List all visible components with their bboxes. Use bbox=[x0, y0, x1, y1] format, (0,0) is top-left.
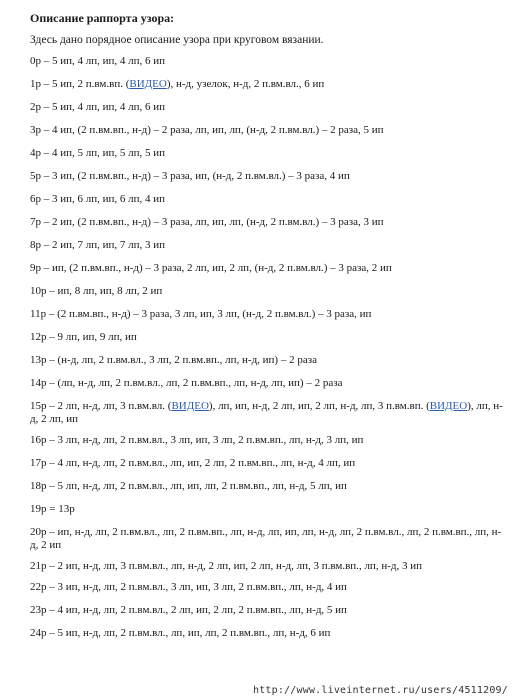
pattern-row bbox=[30, 627, 506, 640]
row-segment: 22р – 3 ип, н-д, лп, 2 п.вм.вл., 3 лп, ип, 3 лп, 2 п.вм.вп., лп, н-д, 4 ип bbox=[30, 581, 347, 593]
pattern-document bbox=[30, 10, 506, 650]
pattern-row-text bbox=[30, 400, 506, 426]
pattern-row bbox=[30, 503, 506, 516]
pattern-row-text bbox=[30, 377, 506, 390]
pattern-row bbox=[30, 354, 506, 367]
pattern-row-text bbox=[30, 147, 506, 160]
pattern-row bbox=[30, 480, 506, 493]
row-segment: 18р – 5 лп, н-д, лп, 2 п.вм.вл., лп, ип, лп, 2 п.вм.вп., лп, н-д, 5 лп, ип bbox=[30, 480, 347, 492]
row-segment: 10р – ип, 8 лп, ип, 8 лп, 2 ип bbox=[30, 285, 163, 297]
pattern-row-text bbox=[30, 457, 506, 470]
row-segment: 23р – 4 ип, н-д, лп, 2 п.вм.вл., 2 лп, ип, 2 лп, 2 п.вм.вп., лп, н-д, 5 ип bbox=[30, 604, 347, 616]
pattern-row bbox=[30, 147, 506, 160]
pattern-row-text bbox=[30, 526, 506, 552]
row-segment: 1р – 5 ип, 2 п.вм.вп. ( bbox=[30, 78, 130, 90]
row-segment: 16р – 3 лп, н-д, лп, 2 п.вм.вл., 3 лп, ип, 3 лп, 2 п.вм.вп., лп, н-д, 3 лп, ип bbox=[30, 434, 364, 446]
row-segment: 2р – 5 ип, 4 лп, ип, 4 лп, 6 ип bbox=[30, 101, 166, 113]
pattern-row bbox=[30, 101, 506, 114]
pattern-rows bbox=[30, 55, 506, 640]
pattern-row bbox=[30, 193, 506, 206]
pattern-row-text bbox=[30, 354, 506, 367]
pattern-row bbox=[30, 124, 506, 137]
row-segment: 9р – ип, (2 п.вм.вп., н-д) – 3 раза, 2 лп, ип, 2 лп, (н-д, 2 п.вм.вл.) – 3 раза, 2 ип bbox=[30, 262, 392, 274]
row-segment: 12р – 9 лп, ип, 9 лп, ип bbox=[30, 331, 137, 343]
pattern-row-text bbox=[30, 285, 506, 298]
pattern-row bbox=[30, 457, 506, 470]
pattern-row bbox=[30, 331, 506, 344]
pattern-row-text bbox=[30, 308, 506, 321]
pattern-row bbox=[30, 434, 506, 447]
pattern-intro: Здесь дано порядное описание узора при круговом вязании. bbox=[30, 34, 324, 46]
pattern-row bbox=[30, 308, 506, 321]
video-link[interactable]: ВИДЕО bbox=[129, 78, 167, 90]
row-segment: 20р – ип, н-д, лп, 2 п.вм.вл., лп, 2 п.вм.вп., лп, н-д, лп, ип, лп, н-д, лп, 2 п.вм.вл., лп, 2 п.вм.вп., лп, н-д, 2 ип bbox=[30, 526, 502, 551]
row-segment: 6р – 3 ип, 6 лп, ип, 6 лп, 4 ип bbox=[30, 193, 166, 205]
pattern-row-text bbox=[30, 55, 506, 68]
pattern-row-text bbox=[30, 239, 506, 252]
pattern-row-text bbox=[30, 434, 506, 447]
pattern-row bbox=[30, 285, 506, 298]
row-segment: 15р – 2 лп, н-д, лп, 3 п.вм.вл. ( bbox=[30, 400, 172, 412]
video-link[interactable]: ВИДЕО bbox=[429, 400, 468, 412]
row-segment: 14р – (лп, н-д, лп, 2 п.вм.вл., лп, 2 п.вм.вп., лп, н-д, лп, ип) – 2 раза bbox=[30, 377, 343, 389]
video-link[interactable]: ВИДЕО bbox=[171, 400, 209, 412]
pattern-row bbox=[30, 400, 506, 426]
pattern-row-text bbox=[30, 124, 506, 137]
pattern-row-text bbox=[30, 604, 506, 617]
row-segment: 7р – 2 ип, (2 п.вм.вп., н-д) – 3 раза, лп, ип, лп, (н-д, 2 п.вм.вл.) – 3 раза, 3 ип bbox=[30, 216, 384, 228]
pattern-row-text bbox=[30, 216, 506, 229]
row-segment: ), н-д, узелок, н-д, 2 п.вм.вл., 6 ип bbox=[166, 78, 325, 90]
pattern-row bbox=[30, 78, 506, 91]
pattern-row-text bbox=[30, 262, 506, 275]
pattern-row-text bbox=[30, 78, 506, 91]
pattern-row bbox=[30, 377, 506, 390]
pattern-row bbox=[30, 216, 506, 229]
row-segment: 24р – 5 ип, н-д, лп, 2 п.вм.вл., лп, ип, лп, 2 п.вм.вп., лп, н-д, 6 ип bbox=[30, 627, 331, 639]
pattern-heading: Описание раппорта узора: bbox=[30, 11, 175, 25]
pattern-row bbox=[30, 560, 506, 573]
pattern-row-text bbox=[30, 560, 506, 573]
pattern-row-text bbox=[30, 101, 506, 114]
row-segment: 13р – (н-д, лп, 2 п.вм.вл., 3 лп, 2 п.вм.вп., лп, н-д, ип) – 2 раза bbox=[30, 354, 317, 366]
pattern-row-text bbox=[30, 170, 506, 183]
row-segment: 8р – 2 ип, 7 лп, ип, 7 лп, 3 ип bbox=[30, 239, 166, 251]
pattern-row bbox=[30, 170, 506, 183]
pattern-row-text bbox=[30, 503, 506, 516]
row-segment: 3р – 4 ип, (2 п.вм.вп., н-д) – 2 раза, лп, ип, лп, (н-д, 2 п.вм.вл.) – 2 раза, 5 ип bbox=[30, 124, 384, 136]
row-segment: ), лп, н-д, 2 лп, ип bbox=[30, 400, 503, 425]
pattern-row-text bbox=[30, 581, 506, 594]
pattern-row bbox=[30, 55, 506, 68]
pattern-row bbox=[30, 239, 506, 252]
pattern-row bbox=[30, 581, 506, 594]
source-watermark: http://www.liveinternet.ru/users/4511209/ bbox=[252, 685, 508, 696]
pattern-row-text bbox=[30, 480, 506, 493]
row-segment: ), лп, ип, н-д, 2 лп, ип, 2 лп, н-д, лп, 3 п.вм.вп. ( bbox=[208, 400, 430, 412]
row-segment: 19р = 13р bbox=[30, 503, 75, 515]
pattern-row-text bbox=[30, 193, 506, 206]
row-segment: 17р – 4 лп, н-д, лп, 2 п.вм.вл., лп, ип, 2 лп, 2 п.вм.вп., лп, н-д, 4 лп, ип bbox=[30, 457, 356, 469]
pattern-row bbox=[30, 526, 506, 552]
row-segment: 21р – 2 ип, н-д, лп, 3 п.вм.вл., лп, н-д, 2 лп, ип, 2 лп, н-д, лп, 3 п.вм.вп., лп, н-д, 3 ип bbox=[30, 560, 422, 572]
pattern-row bbox=[30, 604, 506, 617]
pattern-row-text bbox=[30, 627, 506, 640]
row-segment: 4р – 4 ип, 5 лп, ип, 5 лп, 5 ип bbox=[30, 147, 166, 159]
row-segment: 5р – 3 ип, (2 п.вм.вп., н-д) – 3 раза, ип, (н-д, 2 п.вм.вл.) – 3 раза, 4 ип bbox=[30, 170, 350, 182]
row-segment: 0р – 5 ип, 4 лп, ип, 4 лп, 6 ип bbox=[30, 55, 166, 67]
pattern-row-text bbox=[30, 331, 506, 344]
row-segment: 11р – (2 п.вм.вп., н-д) – 3 раза, 3 лп, ип, 3 лп, (н-д, 2 п.вм.вл.) – 3 раза, ип bbox=[30, 308, 372, 320]
pattern-row bbox=[30, 262, 506, 275]
